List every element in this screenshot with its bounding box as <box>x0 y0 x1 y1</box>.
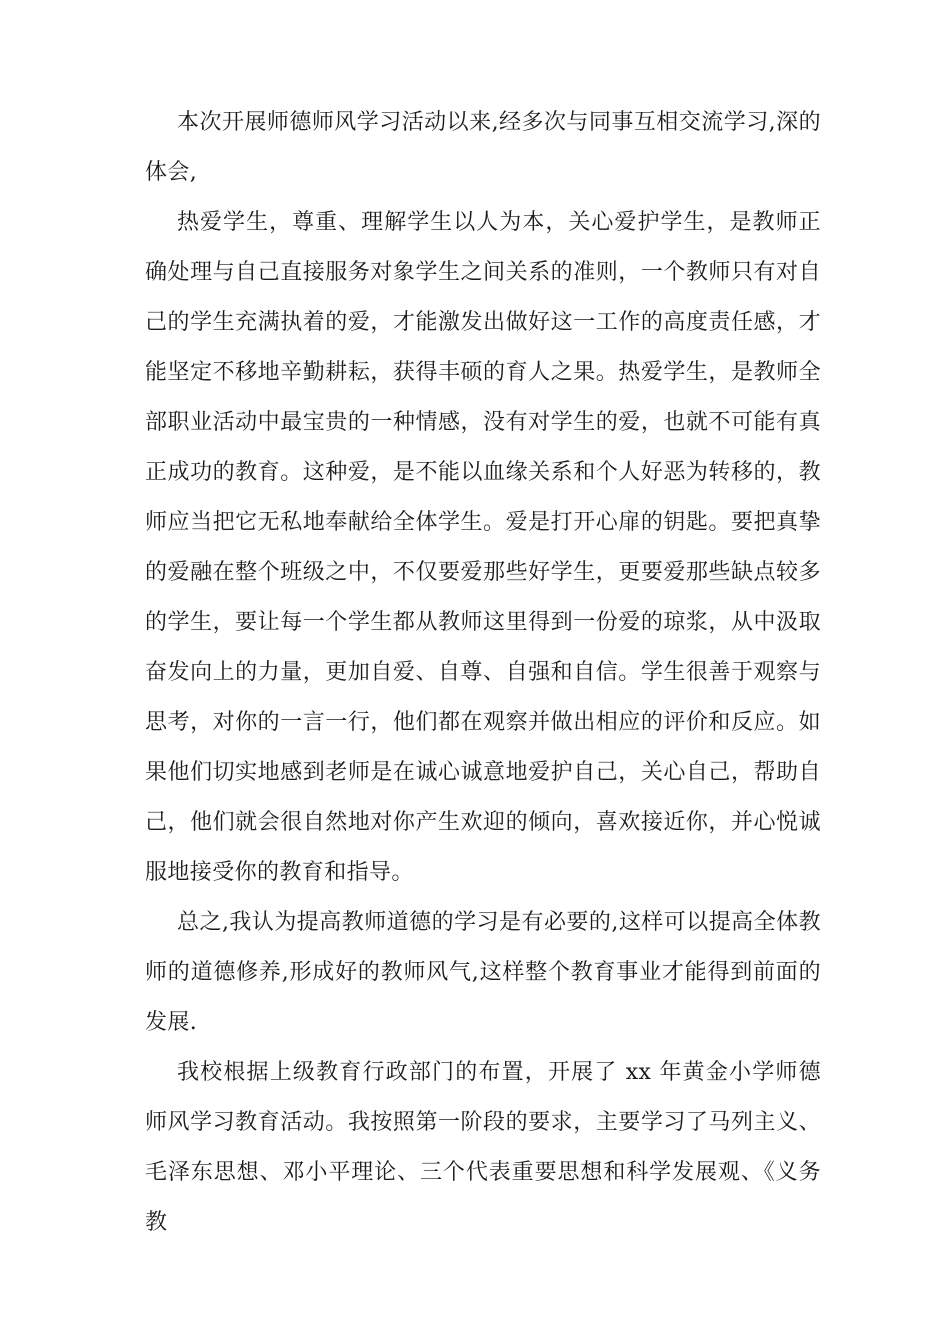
document-body <box>145 98 821 1248</box>
paragraph-intro: 本次开展师德师风学习活动以来,经多次与同事互相交流学习,深的体会, <box>145 110 821 185</box>
paragraph-conclusion: 总之,我认为提高教师道德的学习是有必要的,这样可以提高全体教师的道德修养,形成好的教师风气,这样整个教育事业才能得到前面的发展. <box>145 910 821 1035</box>
paragraph-school-activity: 我校根据上级教育行政部门的布置，开展了 xx 年黄金小学师德师风学习教育活动。我按照第一阶段的要求，主要学习了马列主义、毛泽东思想、邓小平理论、三个代表重要思想和科学发展观、《义务教 <box>145 1060 821 1235</box>
paragraph-love-students: 热爱学生，尊重、理解学生以人为本，关心爱护学生，是教师正确处理与自己直接服务对象学生之间关系的准则，一个教师只有对自己的学生充满执着的爱，才能激发出做好这一工作的高度责任感，才能坚定不移地辛勤耕耘，获得丰硕的育人之果。热爱学生，是教师全部职业活动中最宝贵的一种情感，没有对学生的爱，也就不可能有真正成功的教育。这种爱，是不能以血缘关系和个人好恶为转移的，教师应当把它无私地奉献给全体学生。爱是打开心扉的钥匙。要把真挚的爱融在整个班级之中，不仅要爱那些好学生，更要爱那些缺点较多的学生，要让每一个学生都从教师这里得到一份爱的琼浆，从中汲取奋发向上的力量，更加自爱、自尊、自强和自信。学生很善于观察与思考，对你的一言一行，他们都在观察并做出相应的评价和反应。如果他们切实地感到老师是在诚心诚意地爱护自己，关心自己，帮助自己，他们就会很自然地对你产生欢迎的倾向，喜欢接近你，并心悦诚服地接受你的教育和指导。 <box>145 210 821 885</box>
